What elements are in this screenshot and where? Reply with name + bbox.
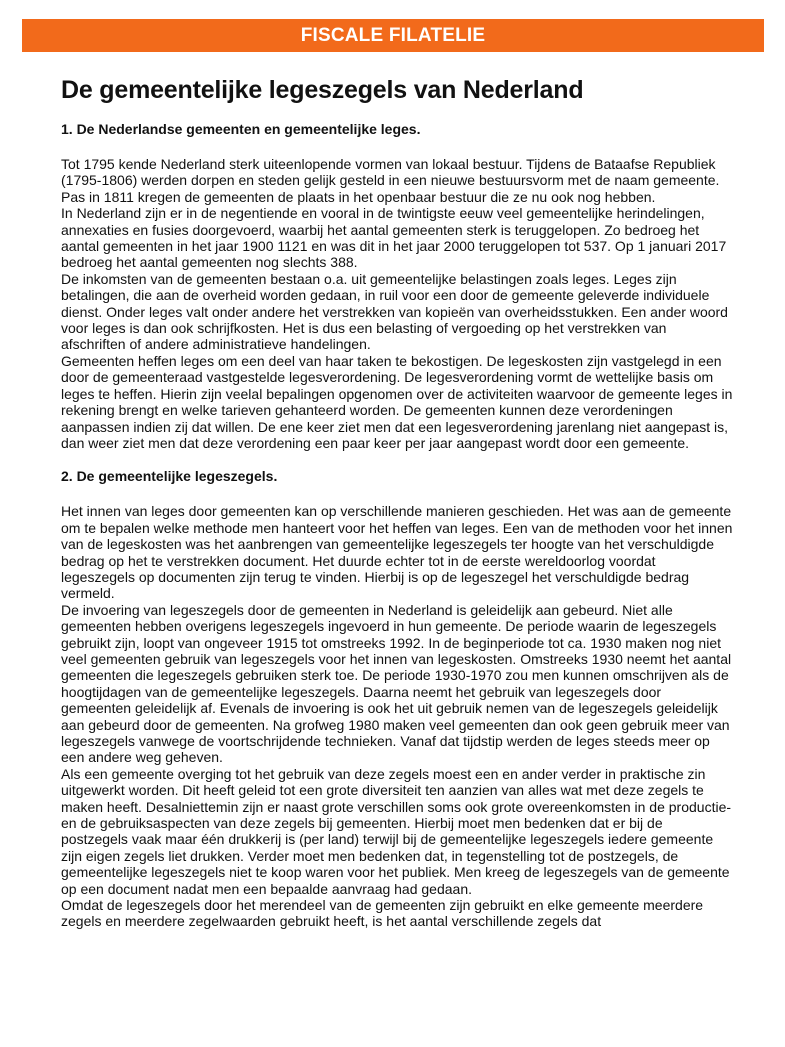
header-banner: FISCALE FILATELIE <box>22 19 764 52</box>
paragraph: In Nederland zijn er in de negentiende en vooral in de twintigste eeuw veel gemeentelijke herindelingen, annexaties en fusies doorgevoerd, waarbij het aantal gemeenten sterk is teruggelopen. Zo bedroeg het aantal gemeenten in het jaar 1900 1121 en was dit in het jaar 2000 teruggelopen tot 537. Op 1 januari 2017 bedroeg het aantal gemeenten nog slechts 388. <box>61 205 727 271</box>
section-body-1 <box>61 156 733 451</box>
paragraph: De invoering van legeszegels door de gemeenten in Nederland is geleidelijk aan gebeurd. Niet alle gemeenten hebben overigens legeszegels ingevoerd in hun gemeente. De periode waarin de legeszegels gebruikt zijn, loopt van ongeveer 1915 tot omstreeks 1992. In de beginperiode tot ca. 1930 maken nog niet veel gemeenten gebruik van legeszegels voor het innen van legeskosten. Omstreeks 1930 neemt het aantal gemeenten die legeszegels gebruiken sterk toe. De periode 1930-1970 zou men kunnen omschrijven als de hoogtijdagen van de gemeentelijke legeszegels. Daarna neemt het gebruik van legeszegels door gemeenten geleidelijk af. Evenals de invoering is ook het uit gebruik nemen van de legeszegels geleidelijk aan gebeurd door de gemeenten. Na grofweg 1980 maken veel gemeenten dan ook geen gebruik meer van legeszegels vanwege de voortschrijdende technieken. Vanaf dat tijdstip werden de leges steeds meer op een andere weg geheven. <box>61 601 732 766</box>
section-heading-1: 1. De Nederlandse gemeenten en gemeentelijke leges. <box>61 121 421 137</box>
page-title: De gemeentelijke legeszegels van Nederland <box>61 76 584 104</box>
paragraph: De inkomsten van de gemeenten bestaan o.a. uit gemeentelijke belastingen zoals leges. Leges zijn betalingen, die aan de overheid worden gedaan, in ruil voor een door de gemeente geleverde individuele dienst. Onder leges valt onder andere het verstrekken van kopieën van overheidsstukken. Een ander woord voor leges is dan ook schrijfkosten. Het is dus een belasting of vergoeding op het verstrekken van afschriften of andere administratieve handelingen. <box>61 270 728 353</box>
paragraph: Het innen van leges door gemeenten kan op verschillende manieren geschieden. Het was aan de gemeente om te bepalen welke methode men hanteert voor het heffen van leges. Een van de methoden voor het innen van de legeskosten was het aanbrengen van gemeentelijke legeszegels ter hoogte van het verschuldigde bedrag op het te verstrekken document. Het duurde echter tot in de eerste wereldoorlog voordat legeszegels op documenten zijn terug te vinden. Hierbij is op de legeszegel het verschuldigde bedrag vermeld. <box>61 503 733 602</box>
paragraph: Omdat de legeszegels door het merendeel van de gemeenten zijn gebruikt en elke gemeente meerdere zegels en meerdere zegelwaarden gebruikt heeft, is het aantal verschillende zegels dat <box>61 897 704 930</box>
article <box>61 72 733 930</box>
paragraph: Tot 1795 kende Nederland sterk uiteenlopende vormen van lokaal bestuur. Tijdens de Bataafse Republiek (1795-1806) werden dorpen en steden gelijk gesteld in een nieuwe bestuursvorm met de naam gemeente. Pas in 1811 kregen de gemeenten de plaats in het openbaar bestuur die ze nu ook nog hebben. <box>61 156 720 205</box>
section-body-2 <box>61 503 733 930</box>
paragraph: Gemeenten heffen leges om een deel van haar taken te bekostigen. De legeskosten zijn vastgelegd in een door de gemeenteraad vastgestelde legesverordening. De legesverordening vormt de wettelijke basis om leges te heffen. Hierin zijn veelal bepalingen opgenomen over de activiteiten waarvoor de gemeente leges in rekening brengt en welke tarieven gehanteerd worden. De gemeenten kunnen deze verordeningen aanpassen indien zij dat willen. De ene keer ziet men dat een legesverordening jarenlang niet aangepast is, dan weer ziet men dat deze verordening een paar keer per jaar aangepast wordt door een gemeente. <box>61 352 733 451</box>
section-heading-2: 2. De gemeentelijke legeszegels. <box>61 468 278 485</box>
paragraph: Als een gemeente overging tot het gebruik van deze zegels moest een en ander verder in praktische zin uitgewerkt worden. Dit heeft geleid tot een grote diversiteit ten aanzien van alles wat met deze zegels te maken heeft. Desalniettemin zijn er naast grote verschillen soms ook grote overeenkomsten in de productie- en de gebruiksaspecten van deze zegels bij gemeenten. Hierbij moet men bedenken dat er bij de postzegels vaak maar één drukkerij is (per land) terwijl bij de gemeentelijke legeszegels iedere gemeente zijn eigen zegels liet drukken. Verder moet men bedenken dat, in tegenstelling tot de postzegels, de gemeentelijke legeszegels niet te koop waren voor het publiek. Men kreeg de legeszegels van de gemeente op een document nadat men een bepaalde aanvraag had gedaan. <box>61 765 732 897</box>
